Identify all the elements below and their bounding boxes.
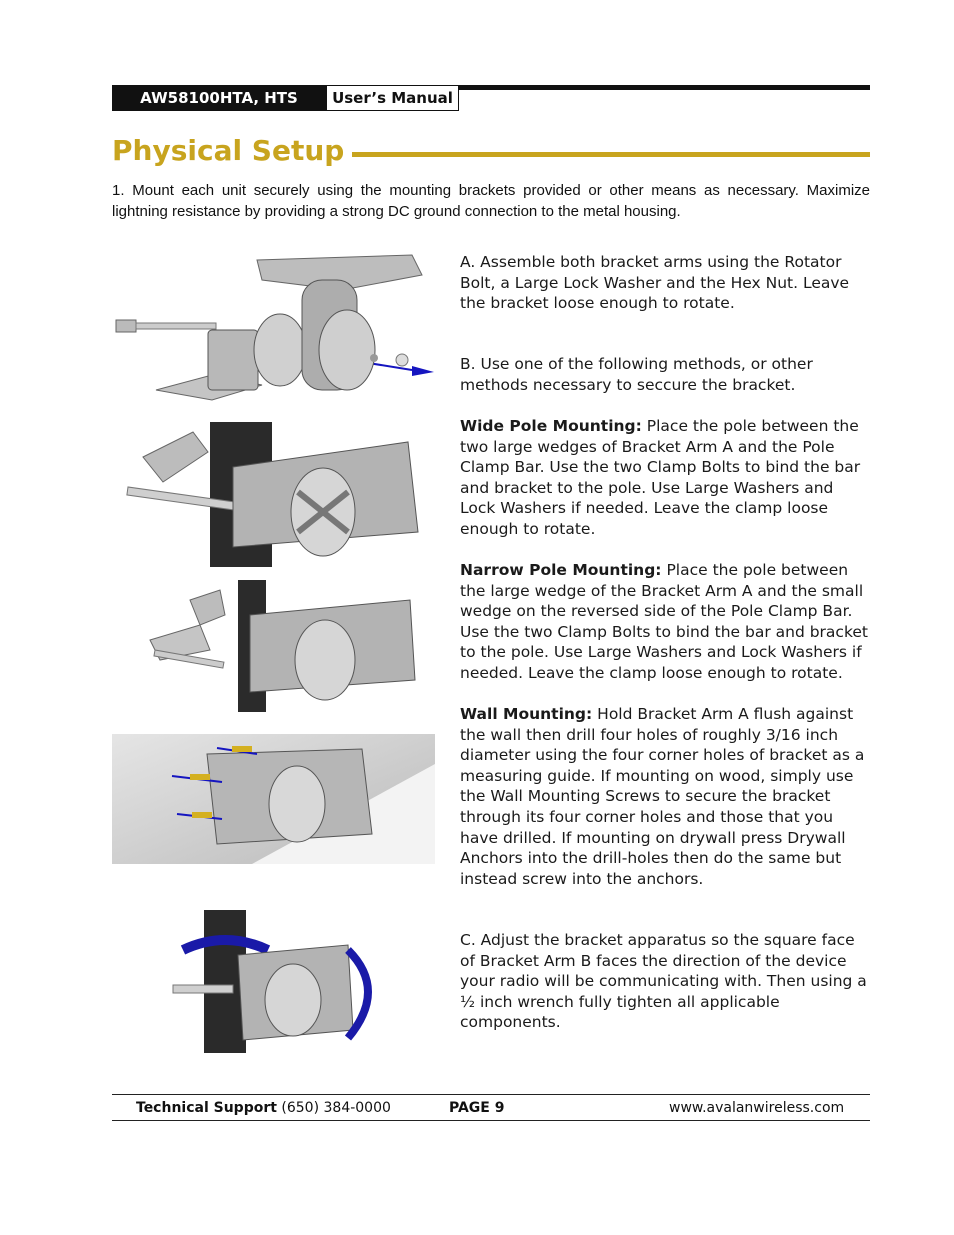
page-number: PAGE 9: [449, 1100, 505, 1116]
wall-mount-text: Hold Bracket Arm A flush against the wall then drill four holes of roughly 3/16 inch diameter using the four corner holes of bracket as a measuring guide. If mounting on wood, simply use the Wall Mounting Screws to secure the bracket through its four corner holes and those that you have drilled. If mounting on drywall press Drywall Anchors into the drill-holes then do the same but instead screw into the anchors.: [460, 705, 865, 888]
wide-pole-label: Wide Pole Mounting:: [460, 417, 642, 435]
support-phone: (650) 384-0000: [276, 1100, 391, 1116]
wide-pole-text: Place the pole between the two large wedges of Bracket Arm A and the Pole Clamp Bar. Use the two Clamp Bolts to bind the bar and bracket to the pole. Use Large Washers and Lock Washers if needed. Leave the clamp loose enough to rotate.: [460, 417, 861, 538]
support-info: [136, 1098, 391, 1118]
step-c-text: C. Adjust the bracket apparatus so the square face of Bracket Arm B faces the direction of the device your radio will be communicating with. Then using a ½ inch wrench fully tighten all applicable components.: [460, 931, 867, 1032]
narrow-pole-text: Place the pole between the large wedge of the Bracket Arm A and the small wedge on the reversed side of the Pole Clamp Bar. Use the two Clamp Bolts to bind the bar and bracket to the pole. Use Large Washers and Lock Washers if needed. Leave the clamp loose enough to rotate.: [460, 561, 868, 682]
section-title: Physical Setup: [112, 134, 345, 167]
step-b-text: B. Use one of the following methods, or other methods necessary to seccure the bracket.: [460, 355, 813, 394]
page-header: [112, 85, 870, 111]
wall-mount-label: Wall Mounting:: [460, 705, 593, 723]
bracket-assembly-figure: [112, 250, 442, 410]
header-rule: [459, 85, 870, 90]
step-a-text: A. Assemble both bracket arms using the Rotator Bolt, a Large Lock Washer and the Hex Nut. Leave the bracket loose enough to rotate.: [460, 253, 850, 313]
narrow-pole-figure: [145, 580, 425, 712]
footer-rule-bottom: [112, 1120, 870, 1121]
website-link[interactable]: www.avalanwireless.com: [669, 1100, 845, 1116]
model-label: AW58100HTA, HTS: [112, 85, 326, 111]
intro-paragraph: 1. Mount each unit securely using the mounting brackets provided or other means as necessary. Maximize lightning resistance by providing a strong DC ground connection to the metal housing.: [112, 182, 870, 220]
wall-mount-figure: [112, 734, 435, 864]
support-label: Technical Support: [136, 1100, 277, 1116]
wall-mount-paragraph: [460, 704, 870, 889]
wide-pole-figure: [118, 422, 438, 567]
title-rule: [352, 152, 870, 157]
wide-pole-paragraph: [460, 416, 870, 540]
narrow-pole-label: Narrow Pole Mounting:: [460, 561, 662, 579]
manual-label: User’s Manual: [326, 85, 459, 111]
adjust-figure: [168, 910, 383, 1053]
narrow-pole-paragraph: [460, 560, 870, 684]
footer-rule-top: [112, 1094, 870, 1095]
